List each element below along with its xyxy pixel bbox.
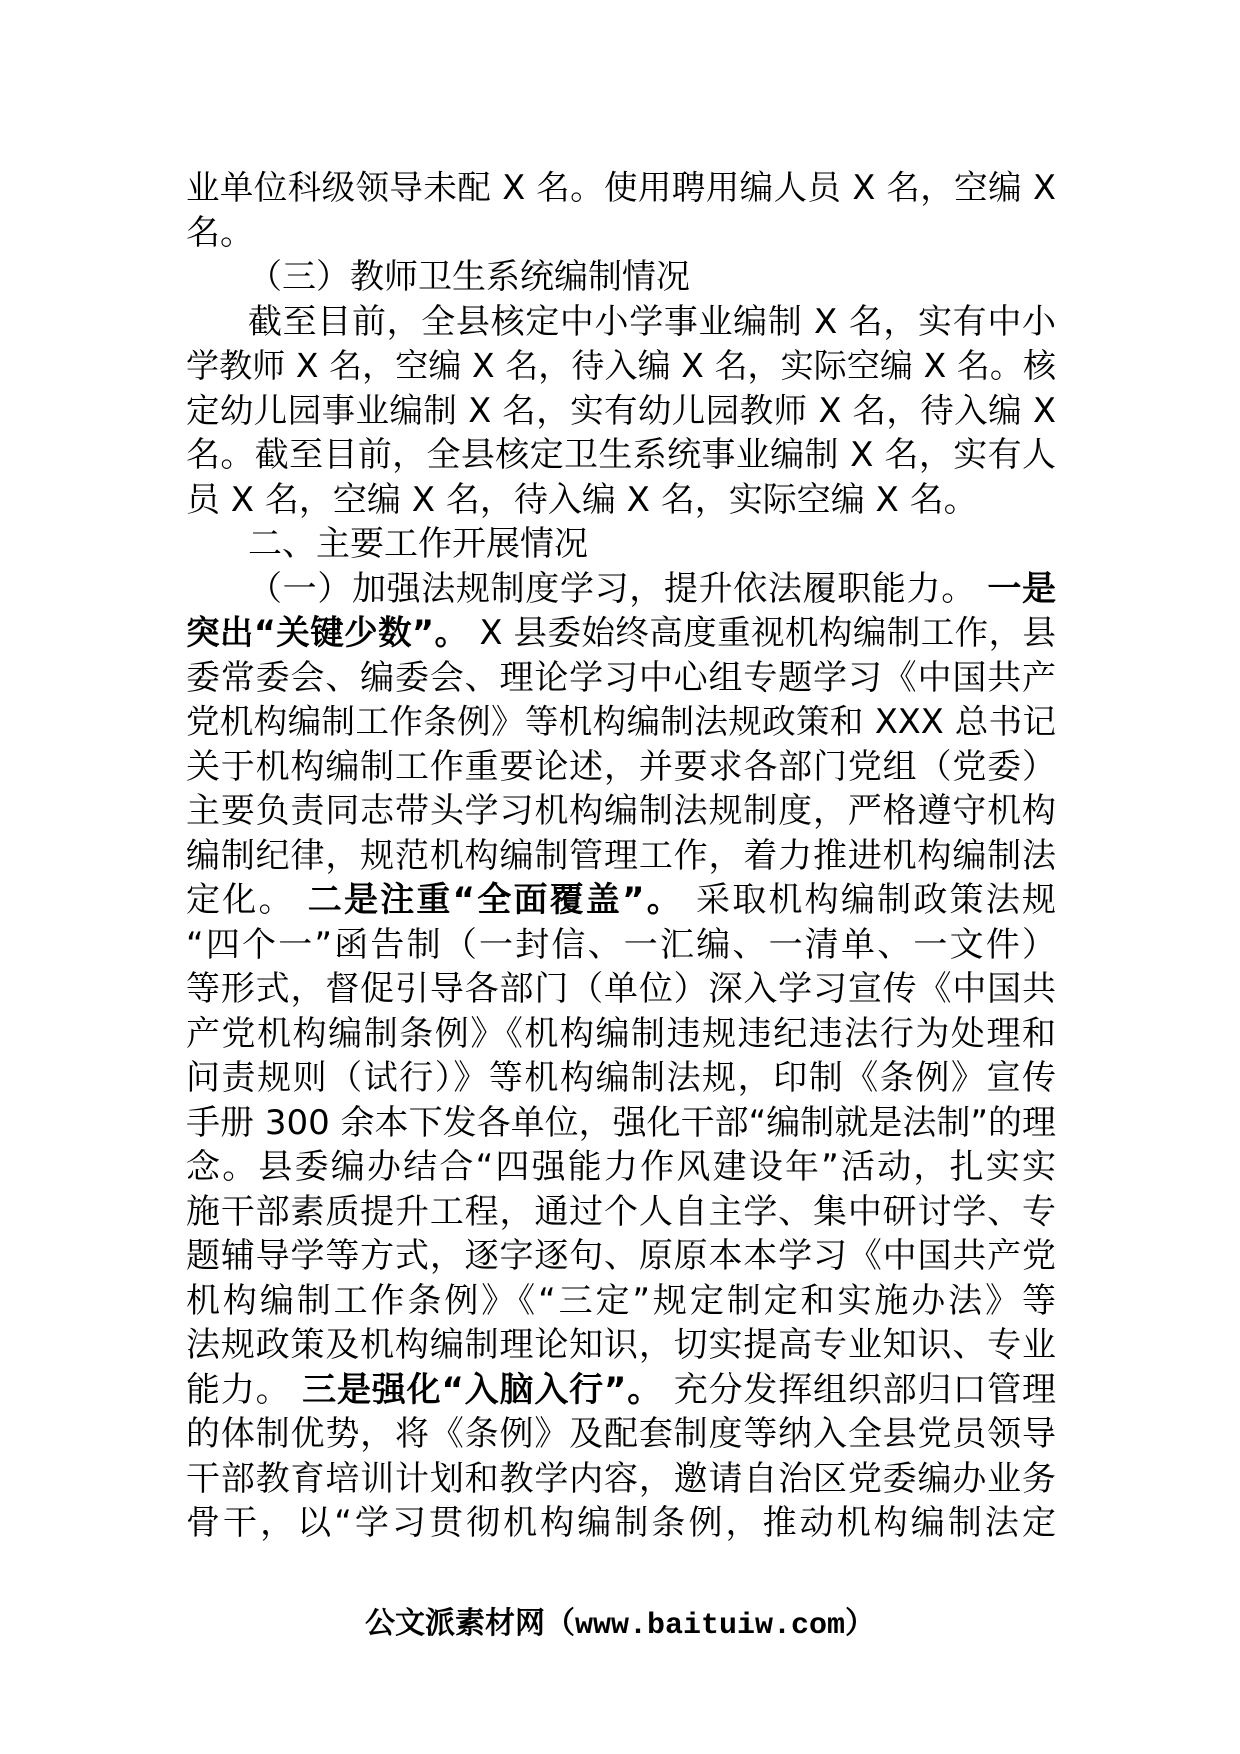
text-run: 委常委会、编委会、理论学习中心组专题学习《中国共产 [186, 657, 1056, 698]
bold-text-run: 突出“关键少数”。 [186, 613, 469, 652]
text-run: 骨干，以“学习贯彻机构编制条例，推动机构编制法定 [186, 1503, 1056, 1543]
text-run: X 县委始终高度重视机构编制工作，县 [479, 613, 1056, 652]
text-run: 机构编制工作条例》《“三定”规定制定和实施办法》等 [186, 1280, 1056, 1321]
text-run: 截至目前，全县核定中小学事业编制 X 名，实有中小 [248, 301, 1056, 342]
footer-paren-open: （ [544, 1606, 575, 1641]
text-line [186, 878, 1056, 923]
text-run: “四个一”函告制（一封信、一汇编、一清单、一文件） [186, 924, 1056, 965]
text-run: 二、主要工作开展情况 [248, 524, 588, 564]
text-run: 编制纪律，规范机构编制管理工作，着力推进机构编制法 [186, 835, 1056, 876]
text-line [186, 1190, 1056, 1235]
text-line [186, 1145, 1056, 1190]
text-line [186, 834, 1056, 879]
text-run: 名。 [186, 212, 254, 253]
text-line [186, 1368, 1056, 1413]
text-run: 等形式，督促引导各部门（单位）深入学习宣传《中国共 [186, 969, 1056, 1009]
text-line [186, 789, 1056, 834]
text-run: 充分发挥组织部归口管理 [673, 1369, 1057, 1410]
text-run: 问责规则（试行）》等机构编制法规，印制《条例》宣传 [186, 1058, 1056, 1098]
text-line [186, 300, 1056, 345]
text-run: 定幼儿园事业编制 X 名，实有幼儿园教师 X 名，待入编 X [186, 390, 1056, 430]
text-line [186, 478, 1056, 523]
section-heading [186, 255, 1056, 300]
text-run: 员 X 名，空编 X 名，待入编 X 名，实际空编 X 名。 [186, 479, 978, 520]
text-line [186, 166, 1056, 211]
footer-site-name: 公文派素材网 [364, 1606, 545, 1641]
text-line [186, 1412, 1056, 1457]
text-line [186, 700, 1056, 745]
text-line [186, 1012, 1056, 1057]
text-run: （一）加强法规制度学习，提升依法履职能力。 [248, 568, 976, 609]
text-run: 采取机构编制政策法规 [695, 880, 1057, 920]
bold-text-run: 三是强化“入脑入行”。 [302, 1369, 663, 1410]
text-line [186, 1101, 1056, 1146]
text-line [186, 1457, 1056, 1502]
text-line [186, 433, 1056, 478]
text-line [186, 745, 1056, 790]
text-run: 念。县委编办结合“四强能力作风建设年”活动，扎实实 [186, 1147, 1056, 1187]
bold-text-run: 二是注重“全面覆盖”。 [307, 880, 683, 920]
text-line [186, 211, 1056, 256]
text-run: 施干部素质提升工程，通过个人自主学、集中研讨学、专 [186, 1191, 1056, 1232]
text-line [186, 967, 1056, 1012]
text-line [186, 1234, 1056, 1279]
text-line [186, 923, 1056, 968]
text-run: 关于机构编制工作重要论述，并要求各部门党组（党委） [186, 746, 1056, 787]
text-run: 题辅导学等方式，逐字逐句、原原本本学习《中国共产党 [186, 1236, 1056, 1276]
text-run: 手册 300 余本下发各单位，强化干部“编制就是法制”的理 [186, 1102, 1056, 1143]
bold-text-run: 一是 [987, 568, 1057, 609]
text-run: 业单位科级领导未配 X 名。使用聘用编人员 X 名，空编 X [186, 168, 1056, 207]
section-heading [186, 522, 1056, 567]
text-run: 定化。 [186, 880, 295, 920]
text-run: 产党机构编制条例》《机构编制违规违纪违法行为处理和 [186, 1013, 1056, 1054]
text-run: 名。截至目前，全县核定卫生系统事业编制 X 名，实有人 [186, 435, 1056, 475]
text-run: 学教师 X 名，空编 X 名，待入编 X 名，实际空编 X 名。核 [186, 346, 1056, 385]
document-body [186, 166, 1056, 1546]
text-run: 干部教育培训计划和教学内容，邀请自治区党委编办业务 [186, 1458, 1056, 1499]
text-line [186, 344, 1056, 389]
text-run: 党机构编制工作条例》等机构编制法规政策和 XXX 总书记 [186, 702, 1056, 741]
text-run: 法规政策及机构编制理论知识，切实提高专业知识、专业 [186, 1325, 1056, 1365]
text-line [186, 1279, 1056, 1324]
text-line [186, 567, 1056, 612]
text-line [186, 1323, 1056, 1368]
text-line [186, 656, 1056, 701]
text-run: 的体制优势，将《条例》及配套制度等纳入全县党员领导 [186, 1414, 1056, 1454]
page-footer [0, 1598, 1240, 1643]
text-line [186, 389, 1056, 434]
text-run: （三）教师卫生系统编制情况 [248, 257, 690, 297]
text-run: 能力。 [186, 1369, 291, 1410]
text-line [186, 1501, 1056, 1546]
text-line [186, 1056, 1056, 1101]
text-line [186, 611, 1056, 656]
footer-paren-close: ） [845, 1606, 876, 1641]
footer-url: www.baituiw.com [574, 1609, 846, 1643]
text-run: 主要负责同志带头学习机构编制法规制度，严格遵守机构 [186, 791, 1056, 831]
